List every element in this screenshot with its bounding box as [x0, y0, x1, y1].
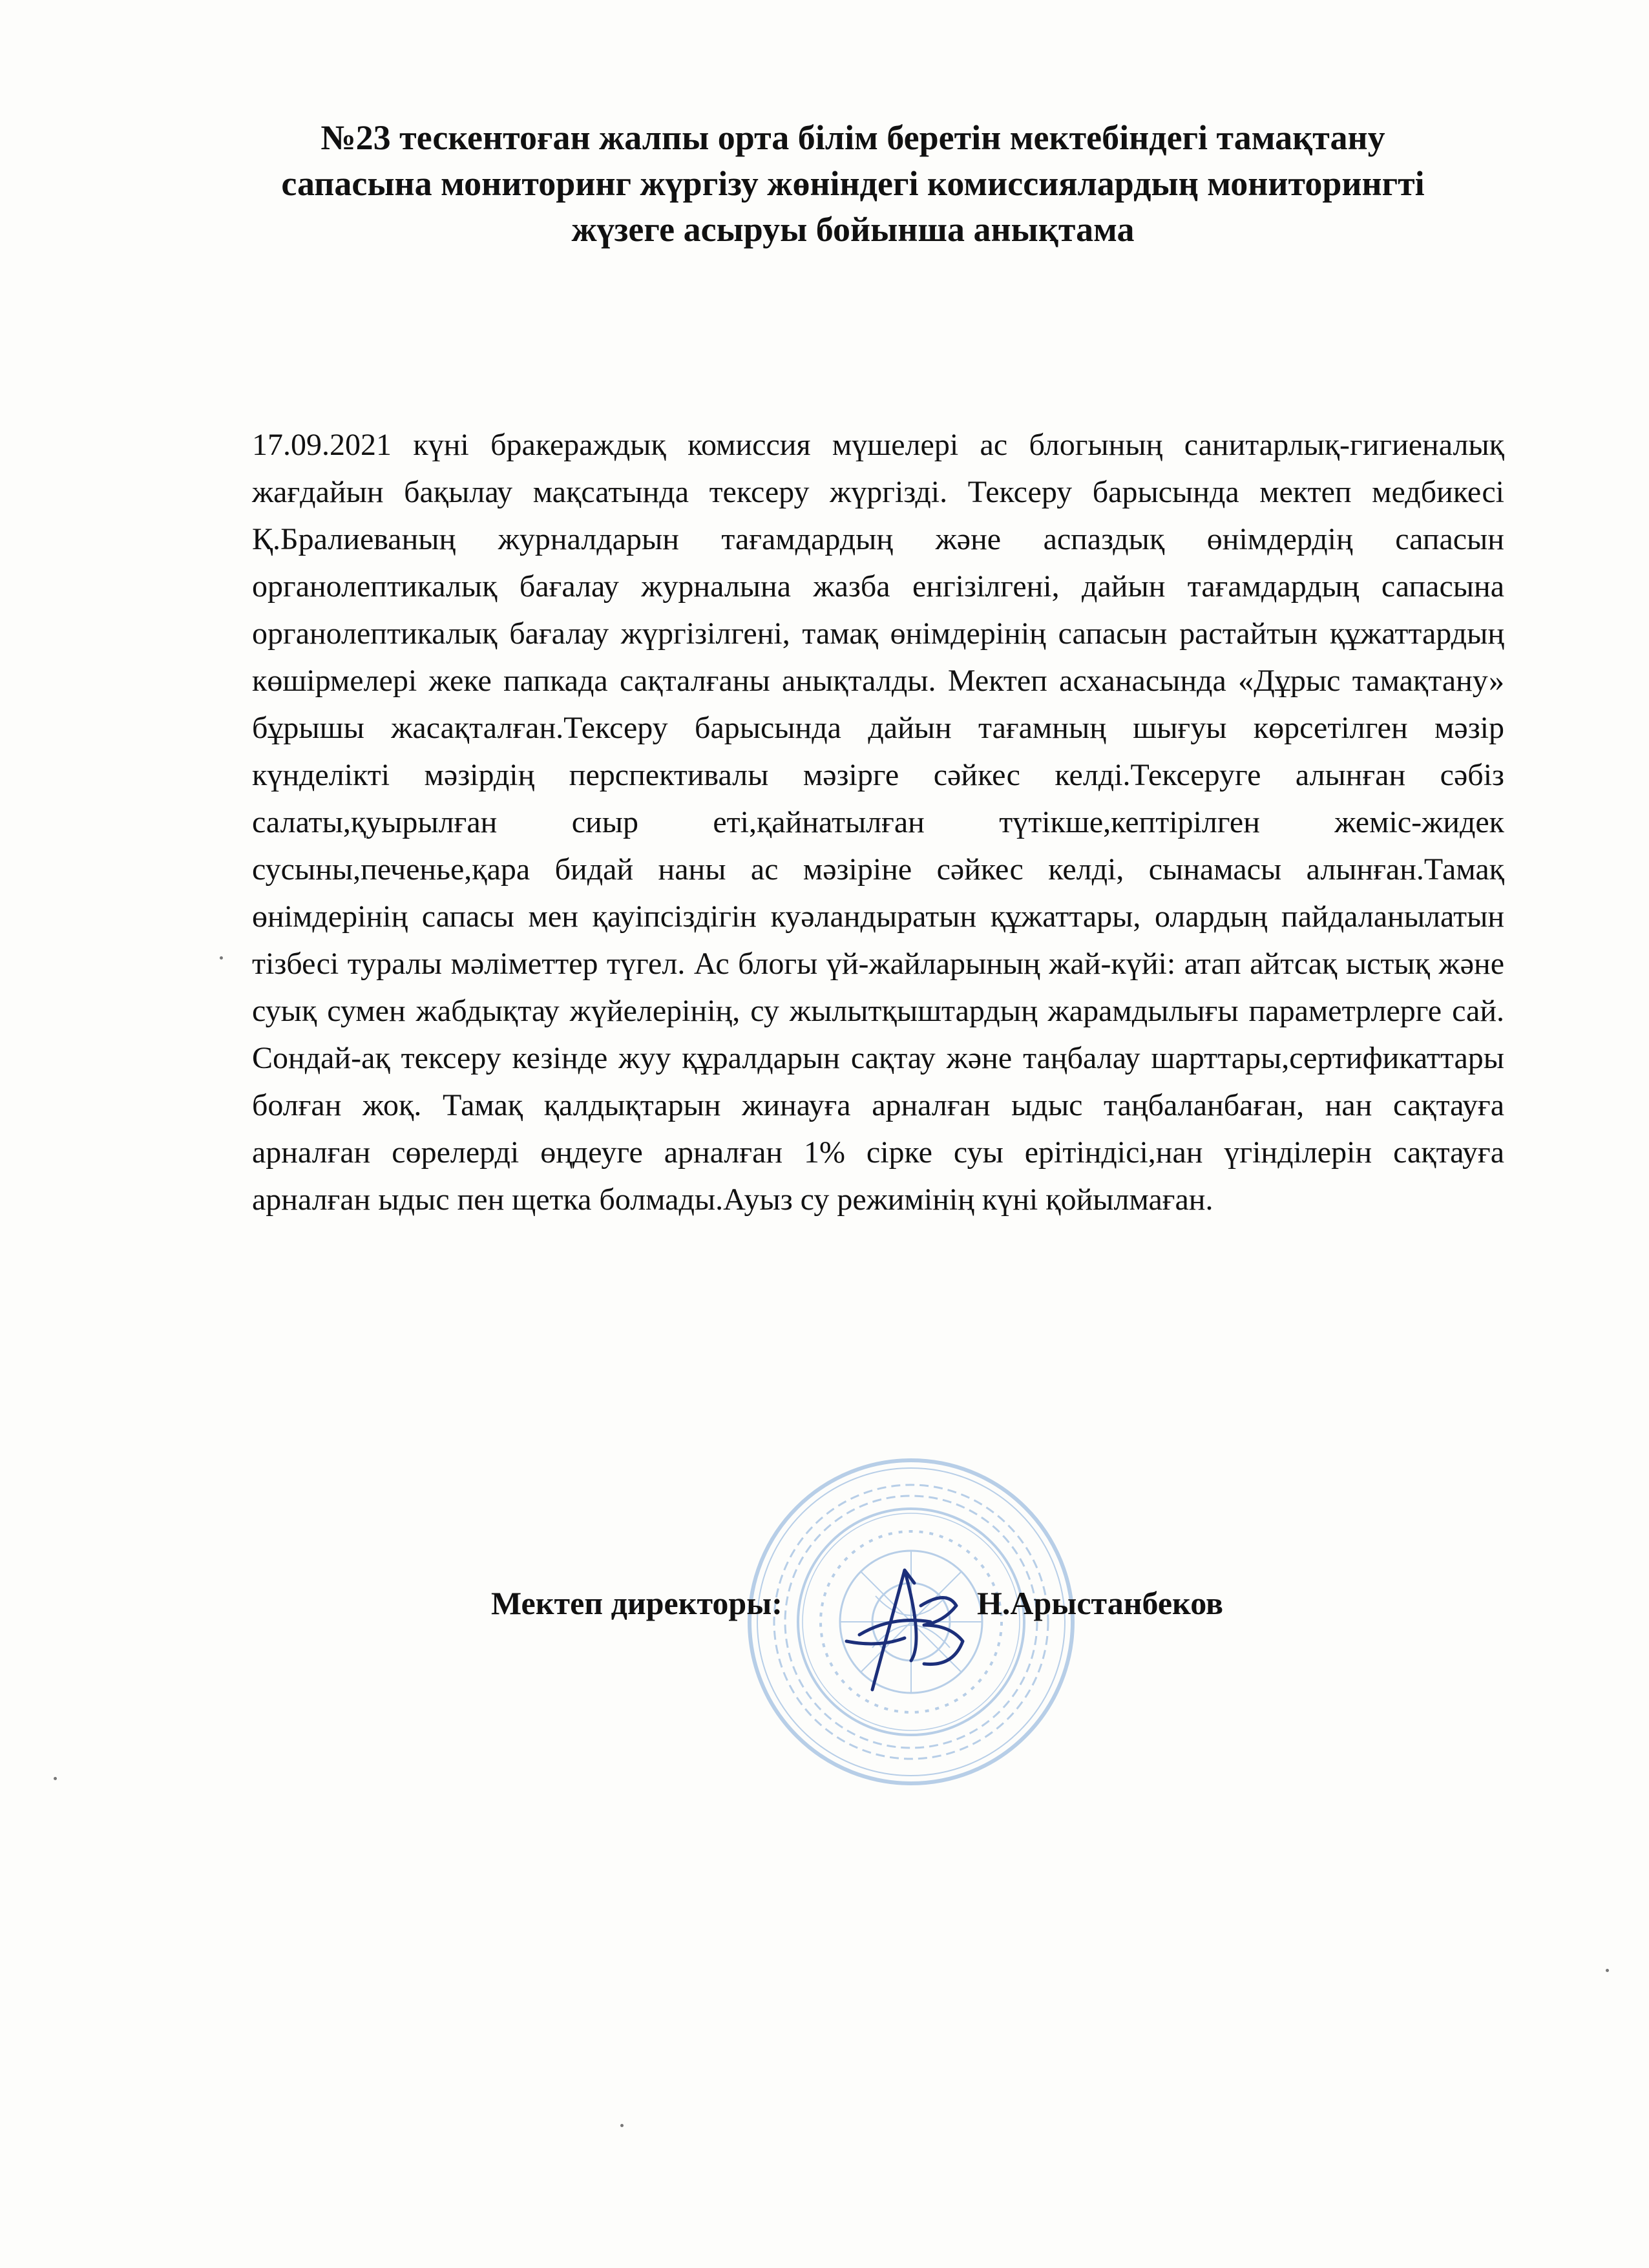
title-line-1: №23 тескентоған жалпы орта білім беретін мектебіндегі тамақтану [320, 118, 1385, 157]
signature-block [0, 1584, 1649, 1636]
signatory-name: Н.Арыстанбеков [977, 1585, 1223, 1621]
document-title [246, 115, 1460, 253]
scan-speck [220, 956, 223, 960]
scan-speck [620, 2124, 624, 2127]
signature-label: Мектеп директоры: [491, 1585, 782, 1621]
title-line-3: жүзеге асыруы бойынша анықтама [571, 210, 1135, 249]
scan-speck [54, 1777, 57, 1780]
title-line-2: сапасына мониторинг жүргізу жөніндегі комиссиялардың мониторингті [281, 164, 1425, 203]
body-paragraph: 17.09.2021 күні бракераждық комиссия мүшелері ас блогының санитарлық-гигиеналық жағдайын бақылау мақсатында тексеру жүргізді. Тексеру барысында мектеп медбикесі Қ.Бралиеваның журналдарын тағамдардың және аспаздық өнімдердің сапасын органолептикалық бағалау журналына жазба енгізілгені, дайын тағамдардың сапасына органолептикалық бағалау жүргізілгені, тамақ өнімдерінің сапасын растайтын құжаттардың көшірмелері жеке папкада сақталғаны анықталды. Мектеп асханасында «Дұрыс тамақтану» бұрышы жасақталған.Тексеру барысында дайын тағамның шығуы көрсетілген мәзір күнделікті мәзірдің перспективалы мәзірге сәйкес келді.Тексеруге алынған сәбіз салаты,қуырылған сиыр еті,қайнатылған түтікше,кептірілген жеміс-жидек сусыны,печенье,қара бидай наны ас мәзіріне сәйкес келді, сынамасы алынған.Тамақ өнімдерінің сапасы мен қауіпсіздігін куәландыратын құжаттары, олардың пайдаланылатын тізбесі туралы мәліметтер түгел. Ас блогы үй-жайларының жай-күйі: атап айтсақ ыстық және суық сумен жабдықтау жүйелерінің, су жылытқыштардың жарамдылығы параметрлерге сай. Сондай-ақ тексеру кезінде жуу құралдарын сақтау және таңбалау шарттары,сертификаттары болған жоқ. Тамақ қалдықтарын жинауға арналған ыдыс таңбаланбаған, нан сақтауға арналған сөрелерді өңдеуге арналған 1% сірке суы ерітіндісі,нан үгінділерін сақтауға арналған ыдыс пен щетка болмады.Ауыз су режимінің күні қойылмаған. [252, 428, 1504, 1217]
scan-speck [1606, 1969, 1609, 1972]
